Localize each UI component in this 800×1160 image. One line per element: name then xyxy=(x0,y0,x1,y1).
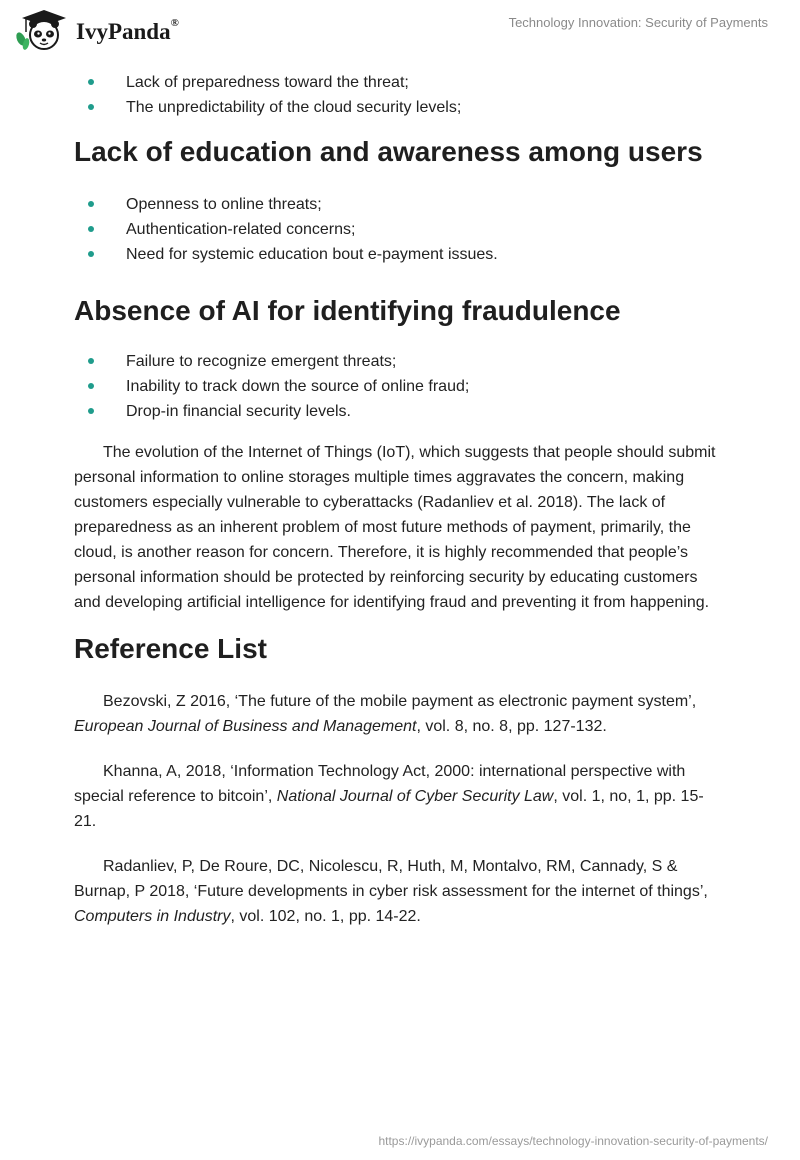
ivypanda-logo[interactable] xyxy=(14,8,179,52)
bullet-list-education xyxy=(74,192,724,267)
list-item: Drop-in financial security levels. xyxy=(74,399,724,424)
bullet-icon xyxy=(88,79,94,85)
body-paragraph: The evolution of the Internet of Things (IoT), which suggests that people should submit personal information to online storages multiple times aggravates the concern, making customers especially vulnerable to cyberattacks (Radanliev et al. 2018). The lack of preparedness as an inherent problem of most future methods of payment, primarily, the cloud, is another reason for concern. Therefore, it is highly recommended that people’s personal information should be protected by reinforcing security by educating customers and developing artificial intelligence for identifying fraud and preventing it from happening. xyxy=(74,444,716,611)
document-title: Technology Innovation: Security of Payments xyxy=(508,15,768,30)
bullet-icon xyxy=(88,226,94,232)
list-item: Lack of preparedness toward the threat; xyxy=(74,70,724,95)
bullet-list-ai xyxy=(74,349,724,424)
section-heading-ai: Absence of AI for identifying fraudulence xyxy=(74,295,621,326)
reference-entry: Radanliev, P, De Roure, DC, Nicolescu, R, Huth, M, Montalvo, RM, Cannady, S & Burnap, P 2018, ‘Future developments in cyber risk assessment for the internet of things’, Computers in Industry, vol. 102, no. 1, pp. 14-22. xyxy=(74,858,708,925)
list-item: The unpredictability of the cloud security levels; xyxy=(74,95,724,120)
bullet-icon xyxy=(88,201,94,207)
list-item: Failure to recognize emergent threats; xyxy=(74,349,724,374)
reference-list-heading: Reference List xyxy=(74,633,267,664)
bullet-icon xyxy=(88,383,94,389)
section-heading-education: Lack of education and awareness among users xyxy=(74,136,703,167)
bullet-icon xyxy=(88,104,94,110)
list-item: Need for systemic education bout e-payment issues. xyxy=(74,242,724,267)
list-item: Inability to track down the source of online fraud; xyxy=(74,374,724,399)
list-item: Openness to online threats; xyxy=(74,192,724,217)
document-body xyxy=(74,70,724,929)
list-item: Authentication-related concerns; xyxy=(74,217,724,242)
bullet-icon xyxy=(88,358,94,364)
page-header xyxy=(0,0,800,64)
reference-entry: Bezovski, Z 2016, ‘The future of the mobile payment as electronic payment system’, European Journal of Business and Management, vol. 8, no. 8, pp. 127-132. xyxy=(74,693,697,735)
bullet-icon xyxy=(88,251,94,257)
reference-entry: Khanna, A, 2018, ‘Information Technology Act, 2000: international perspective with special reference to bitcoin’, National Journal of Cyber Security Law, vol. 1, no, 1, pp. 15-21. xyxy=(74,763,704,830)
brand-name: IvyPanda® xyxy=(76,17,179,44)
panda-icon xyxy=(14,8,70,52)
bullet-list-top xyxy=(74,70,724,120)
bullet-icon xyxy=(88,408,94,414)
source-url-link[interactable]: https://ivypanda.com/essays/technology-innovation-security-of-payments/ xyxy=(378,1134,768,1148)
